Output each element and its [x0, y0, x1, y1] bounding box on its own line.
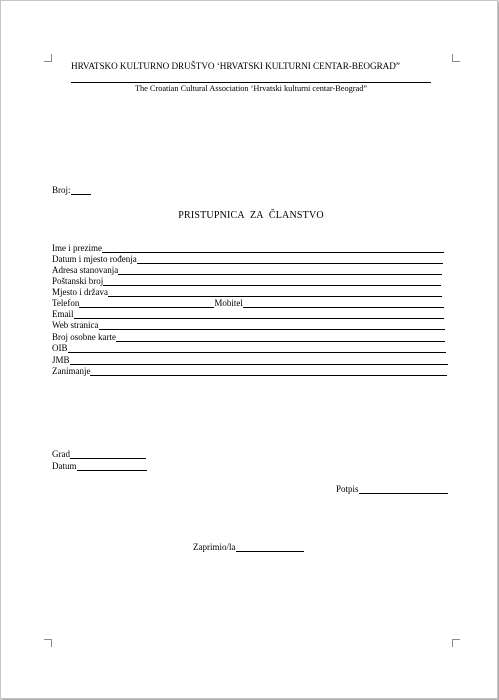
- jmb-input[interactable]: [70, 356, 448, 365]
- field-label: JMB: [52, 355, 70, 365]
- broj-field[interactable]: [71, 186, 91, 195]
- field-label: Broj osobne karte: [52, 332, 116, 342]
- field-adresa: [52, 264, 442, 275]
- field-oib: [52, 342, 446, 353]
- mjesto-drzava-input[interactable]: [108, 288, 442, 297]
- association-name: HRVATSKO KULTURNO DRUŠTVO ‘HRVATSKI KULTURNI CENTAR-BEOGRAD”: [71, 61, 400, 71]
- field-label: Email: [52, 309, 74, 319]
- ime-prezime-input[interactable]: [102, 244, 444, 253]
- field-zanimanje: [52, 365, 447, 376]
- zaprimio-input[interactable]: [236, 543, 304, 552]
- zanimanje-input[interactable]: [90, 367, 447, 376]
- zaprimio-label: Zaprimio/la: [193, 542, 236, 552]
- crop-mark-bottom-right: [452, 639, 460, 647]
- field-mjesto-drzava: [52, 286, 442, 297]
- field-label-mobitel: Mobitel: [214, 298, 243, 308]
- crop-mark-bottom-left: [44, 639, 52, 647]
- field-postanski-broj: [52, 275, 441, 286]
- field-label: OIB: [52, 343, 68, 353]
- field-label: Telefon: [52, 298, 80, 308]
- field-broj-osobne: [52, 331, 445, 342]
- oib-input[interactable]: [68, 344, 447, 353]
- potpis-label: Potpis: [336, 484, 359, 494]
- field-telefon-mobitel: [52, 297, 444, 308]
- adresa-input[interactable]: [118, 266, 442, 275]
- potpis-row: [336, 483, 448, 494]
- field-web-stranica: [52, 319, 445, 330]
- field-label: Mjesto i država: [52, 287, 108, 297]
- datum-input[interactable]: [77, 462, 147, 471]
- field-ime-prezime: [52, 242, 444, 253]
- crop-mark-top-left: [44, 54, 52, 62]
- field-datum-mjesto: [52, 253, 443, 264]
- field-label: Poštanski broj: [52, 276, 104, 286]
- broj-label: Broj:: [52, 185, 71, 195]
- form-title: PRISTUPNICA ZA ČLANSTVO: [178, 210, 324, 221]
- field-label: Zanimanje: [52, 366, 91, 376]
- field-label: Adresa stanovanja: [52, 265, 119, 275]
- datum-label: Datum: [52, 461, 77, 471]
- broj-row: [52, 184, 91, 195]
- email-input[interactable]: [74, 310, 445, 319]
- postanski-broj-input[interactable]: [103, 277, 441, 286]
- datum-mjesto-input[interactable]: [137, 255, 443, 264]
- crop-mark-top-right: [452, 54, 460, 62]
- field-jmb: [52, 354, 448, 365]
- mobitel-input[interactable]: [243, 299, 444, 308]
- broj-osobne-input[interactable]: [116, 333, 445, 342]
- web-stranica-input[interactable]: [99, 321, 445, 330]
- association-name-english: The Croatian Cultural Association ‘Hrvatski kulturni centar-Beograd”: [134, 84, 368, 93]
- telefon-input[interactable]: [79, 299, 214, 308]
- field-label: Datum i mjesto rođenja: [52, 254, 137, 264]
- grad-label: Grad: [52, 449, 70, 459]
- grad-input[interactable]: [70, 450, 146, 459]
- potpis-input[interactable]: [359, 485, 448, 494]
- field-label: Ime i prezime: [52, 243, 102, 253]
- zaprimio-row: [193, 541, 304, 552]
- header-rule: [71, 82, 431, 83]
- field-email: [52, 308, 444, 319]
- datum-row: [52, 460, 147, 471]
- field-label: Web stranica: [52, 320, 99, 330]
- grad-row: [52, 448, 146, 459]
